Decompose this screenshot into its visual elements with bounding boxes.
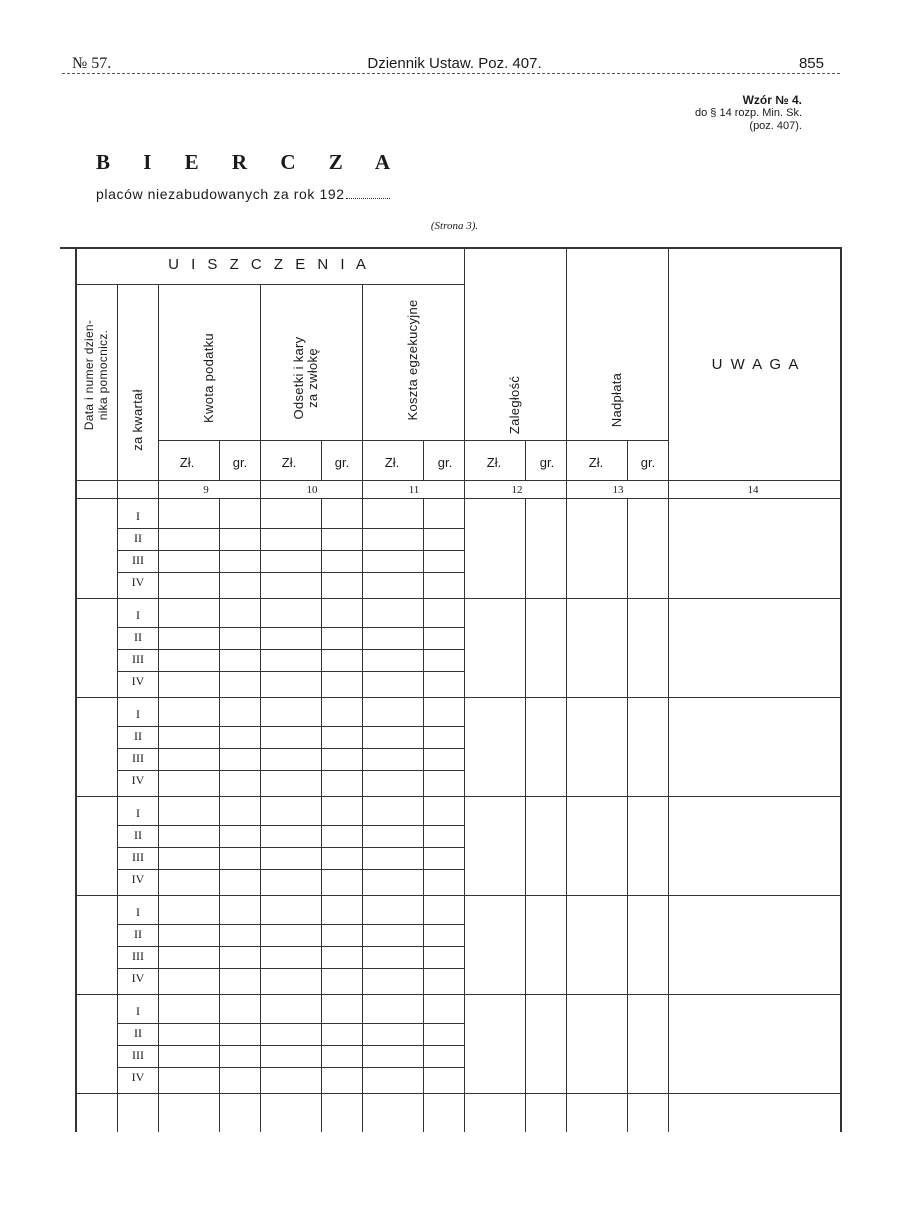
col-number-13: 13 [612,484,624,496]
unit-gr-zaleglosc: gr. [539,455,555,470]
quarter-label-1-1: I [136,509,140,523]
quarter-row-rule [117,1023,464,1024]
quarter-label-2-4: IV [131,674,145,688]
quarter-row-rule [117,572,464,573]
document-title: B I E R C Z A [96,150,405,174]
block-separator [75,895,840,896]
quarter-label-4-1: I [136,806,140,820]
quarter-row-rule [117,847,464,848]
quarter-row-rule [117,528,464,529]
col-header-quarter: za kwartał [130,389,145,451]
group-header-uiszczenia: U I S Z C Z E N I A [168,256,370,273]
unit-zl-zaleglosc: Zł. [486,455,502,470]
quarter-label-1-4: IV [131,575,145,589]
quarter-label-4-2: II [134,828,142,842]
grid-line [464,247,465,1132]
unit-zl-nadplata: Zł. [588,455,604,470]
quarter-label-5-4: IV [131,971,145,985]
col-header-uwaga: U W A G A [711,356,801,373]
col-number-9: 9 [203,484,209,496]
quarter-label-1-3: III [132,553,144,567]
grid-line [362,284,363,1132]
col-header-odsetki: Odsetki i kary za zwłokę [291,336,320,420]
block-separator [75,1093,840,1094]
gr-divider [321,498,322,1132]
quarter-label-3-2: II [134,729,142,743]
form-reference-line2: do § 14 rozp. Min. Sk. [695,107,802,119]
table-top-rule [60,247,840,249]
unit-zl-odsetki: Zł. [281,455,297,470]
quarter-label-5-1: I [136,905,140,919]
quarter-row-rule [117,550,464,551]
col-number-rule [75,498,840,499]
col-header-kwota: Kwota podatku [201,333,216,423]
grid-line [668,247,669,1132]
quarter-label-5-3: III [132,949,144,963]
unit-zl-koszta: Zł. [384,455,400,470]
unit-gr-kwota: gr. [232,455,248,470]
grid-line [566,247,567,1132]
quarter-row-rule [117,627,464,628]
quarter-row-rule [117,946,464,947]
quarter-row-rule [117,1067,464,1068]
subtitle-text: placów niezabudowanych za rok 192 [96,186,345,202]
unit-zl-kwota: Zł. [179,455,195,470]
grid-line [158,284,159,1132]
quarter-row-rule [117,726,464,727]
quarter-row-rule [117,1045,464,1046]
quarter-label-5-2: II [134,927,142,941]
quarter-label-3-3: III [132,751,144,765]
unit-gr-koszta: gr. [437,455,453,470]
unit-gr-nadplata: gr. [640,455,656,470]
quarter-label-1-2: II [134,531,142,545]
quarter-label-6-2: II [134,1026,142,1040]
quarter-label-4-3: III [132,850,144,864]
block-separator [75,598,840,599]
unit-header-rule [158,440,668,441]
col-number-10: 10 [306,484,318,496]
grid-line [260,284,261,1132]
quarter-label-3-4: IV [131,773,145,787]
gr-divider [219,498,220,1132]
page-number: 855 [798,55,824,72]
block-separator [75,796,840,797]
unit-divider [525,440,526,480]
quarter-row-rule [117,770,464,771]
quarter-row-rule [117,968,464,969]
quarter-row-rule [117,649,464,650]
form-reference-line3: (poz. 407). [749,120,802,132]
journal-title: Dziennik Ustaw. Poz. 407. [367,55,542,72]
col-header-koszta: Koszta egzekucyjne [405,299,420,421]
block-separator [75,697,840,698]
header-bottom-rule [75,480,840,481]
quarter-label-2-2: II [134,630,142,644]
unit-gr-odsetki: gr. [334,455,350,470]
quarter-row-rule [117,671,464,672]
quarter-label-3-1: I [136,707,140,721]
gr-divider [525,498,526,1132]
table-left-border [75,247,77,1132]
quarter-label-6-3: III [132,1048,144,1062]
col-number-12: 12 [511,484,523,496]
unit-divider [627,440,628,480]
quarter-row-rule [117,825,464,826]
gr-divider [423,498,424,1132]
page-side-label: (Strona 3). [430,220,479,232]
page-number-issue: № 57. [72,55,112,72]
quarter-row-rule [117,869,464,870]
col-number-11: 11 [408,484,420,496]
block-separator [75,994,840,995]
group-header-rule [75,284,464,285]
col-number-14: 14 [747,484,759,496]
quarter-label-4-4: IV [131,872,145,886]
col-header-nadplata: Nadpłata [609,372,624,428]
table-right-border [840,247,842,1132]
gr-divider [627,498,628,1132]
quarter-label-6-4: IV [131,1070,145,1084]
quarter-label-2-3: III [132,652,144,666]
unit-divider [423,440,424,480]
unit-divider [219,440,220,480]
col-header-zaleglosc: Zaległość [507,375,522,435]
quarter-label-2-1: I [136,608,140,622]
quarter-row-rule [117,748,464,749]
unit-divider [321,440,322,480]
form-reference-line1: Wzór № 4. [742,93,802,107]
quarter-label-6-1: I [136,1004,140,1018]
quarter-row-rule [117,924,464,925]
col-header-date: Data i numer dzien- nika pomocnicz. [82,319,110,431]
